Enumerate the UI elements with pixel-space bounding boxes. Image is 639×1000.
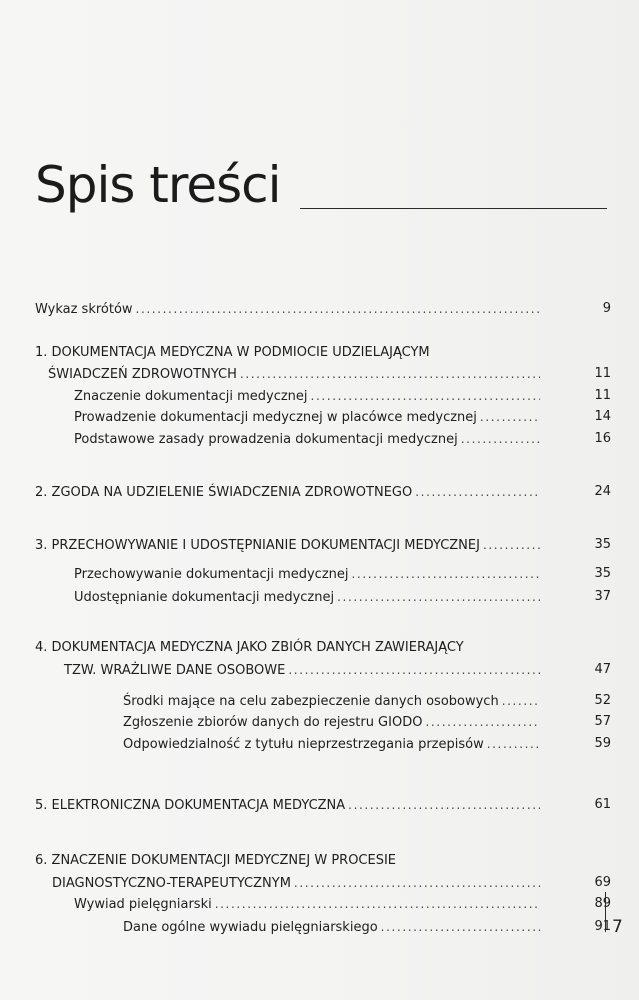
toc-entry-text: Przechowywanie dokumentacji medycznej <box>74 567 349 582</box>
toc-entry-text: Prowadzenie dokumentacji medycznej w placówce medycznej <box>74 410 477 425</box>
toc-page-number: 24 <box>594 484 611 499</box>
toc-entry-text: 2. ZGODA NA UDZIELENIE ŚWIADCZENIA ZDROWOTNEGO <box>35 485 413 500</box>
toc-entry-ch6-s1a[interactable] <box>123 919 611 936</box>
toc-chapter-title-line: 4. DOKUMENTACJA MEDYCZNA JAKO ZBIÓR DANYCH ZAWIERAJĄCY <box>35 640 464 655</box>
toc-entry-text: TZW. WRAŻLIWE DANE OSOBOWE <box>64 663 286 678</box>
toc-page-number: 35 <box>594 537 611 552</box>
toc-entry-text: Zgłoszenie zbiorów danych do rejestru GIODO <box>123 715 423 730</box>
toc-chapter-title-line: 6. ZNACZENIE DOKUMENTACJI MEDYCZNEJ W PROCESIE <box>35 853 397 868</box>
toc-entry-ch6-s1[interactable] <box>74 896 611 913</box>
toc-entry-wykaz[interactable] <box>35 301 611 318</box>
toc-entry-ch5[interactable] <box>35 797 611 814</box>
dot-leader <box>381 919 540 935</box>
dot-leader <box>425 714 540 730</box>
toc-entry-ch4-s1[interactable] <box>123 693 611 710</box>
toc-entry-ch3-s2[interactable] <box>74 589 611 606</box>
toc-entry-text: Odpowiedzialność z tytułu nieprzestrzegania przepisów <box>123 737 484 752</box>
toc-page-number: 47 <box>594 662 611 677</box>
dot-leader <box>483 537 540 553</box>
toc-entry-text: Wywiad pielęgniarski <box>74 897 212 912</box>
toc-page-number: 69 <box>594 875 611 890</box>
dot-leader <box>352 566 541 582</box>
page-title: Spis treści <box>35 156 281 214</box>
toc-entry-text: Środki mające na celu zabezpieczenie danych osobowych <box>123 694 499 709</box>
toc-entry-ch4-s3[interactable] <box>123 736 611 753</box>
dot-leader <box>288 662 540 678</box>
dot-leader <box>461 431 540 447</box>
dot-leader <box>502 693 540 709</box>
dot-leader <box>415 484 540 500</box>
toc-entry-ch6[interactable] <box>52 875 611 892</box>
toc-entry-text: Znaczenie dokumentacji medycznej <box>74 389 308 404</box>
toc-entry-text: Wykaz skrótów <box>35 302 133 317</box>
toc-entry-text: Podstawowe zasady prowadzenia dokumentacji medycznej <box>74 432 458 447</box>
toc-entry-ch2[interactable] <box>35 484 611 501</box>
toc-entry-ch1-s3[interactable] <box>74 431 611 448</box>
dot-leader <box>348 797 540 813</box>
page-folio-number: 7 <box>612 917 623 937</box>
toc-entry-text: ŚWIADCZEŃ ZDROWOTNYCH <box>48 367 237 382</box>
toc-chapter-title-line: 1. DOKUMENTACJA MEDYCZNA W PODMIOCIE UDZIELAJĄCYM <box>35 345 430 360</box>
toc-page-number: 16 <box>594 431 611 446</box>
toc-page-number: 59 <box>594 736 611 751</box>
toc-page-number: 91 <box>594 919 611 934</box>
dot-leader <box>337 589 540 605</box>
toc-page-number: 57 <box>594 714 611 729</box>
toc-entry-text: Udostępnianie dokumentacji medycznej <box>74 590 335 605</box>
dot-leader <box>487 736 540 752</box>
toc-entry-ch1-s2[interactable] <box>74 409 611 426</box>
dot-leader <box>240 366 540 382</box>
toc-entry-text: Dane ogólne wywiadu pielęgniarskiego <box>123 920 378 935</box>
toc-entry-ch3-s1[interactable] <box>74 566 611 583</box>
toc-entry-text: 3. PRZECHOWYWANIE I UDOSTĘPNIANIE DOKUMENTACJI MEDYCZNEJ <box>35 538 480 553</box>
toc-entry-ch4-s2[interactable] <box>123 714 611 731</box>
toc-page-number: 9 <box>602 301 611 316</box>
toc-entry-ch1-s1[interactable] <box>74 388 611 405</box>
toc-page-number: 11 <box>594 388 611 403</box>
dot-leader <box>311 388 540 404</box>
toc-page-number: 11 <box>594 366 611 381</box>
toc-entry-ch4[interactable] <box>64 662 611 679</box>
toc-entry-text: 5. ELEKTRONICZNA DOKUMENTACJA MEDYCZNA <box>35 798 346 813</box>
toc-entry-ch1[interactable] <box>48 366 611 383</box>
toc-page-number: 52 <box>594 693 611 708</box>
toc-page-number: 37 <box>594 589 611 604</box>
toc-page-number: 89 <box>594 896 611 911</box>
toc-entry-text: DIAGNOSTYCZNO-TERAPEUTYCZNYM <box>52 876 291 891</box>
toc-page-number: 14 <box>594 409 611 424</box>
toc-page-number: 35 <box>594 566 611 581</box>
dot-leader <box>480 409 540 425</box>
dot-leader <box>294 875 540 891</box>
toc-page-number: 61 <box>594 797 611 812</box>
dot-leader <box>136 301 540 317</box>
folio-rule <box>605 892 606 932</box>
toc-entry-ch3[interactable] <box>35 537 611 554</box>
dot-leader <box>215 896 540 912</box>
